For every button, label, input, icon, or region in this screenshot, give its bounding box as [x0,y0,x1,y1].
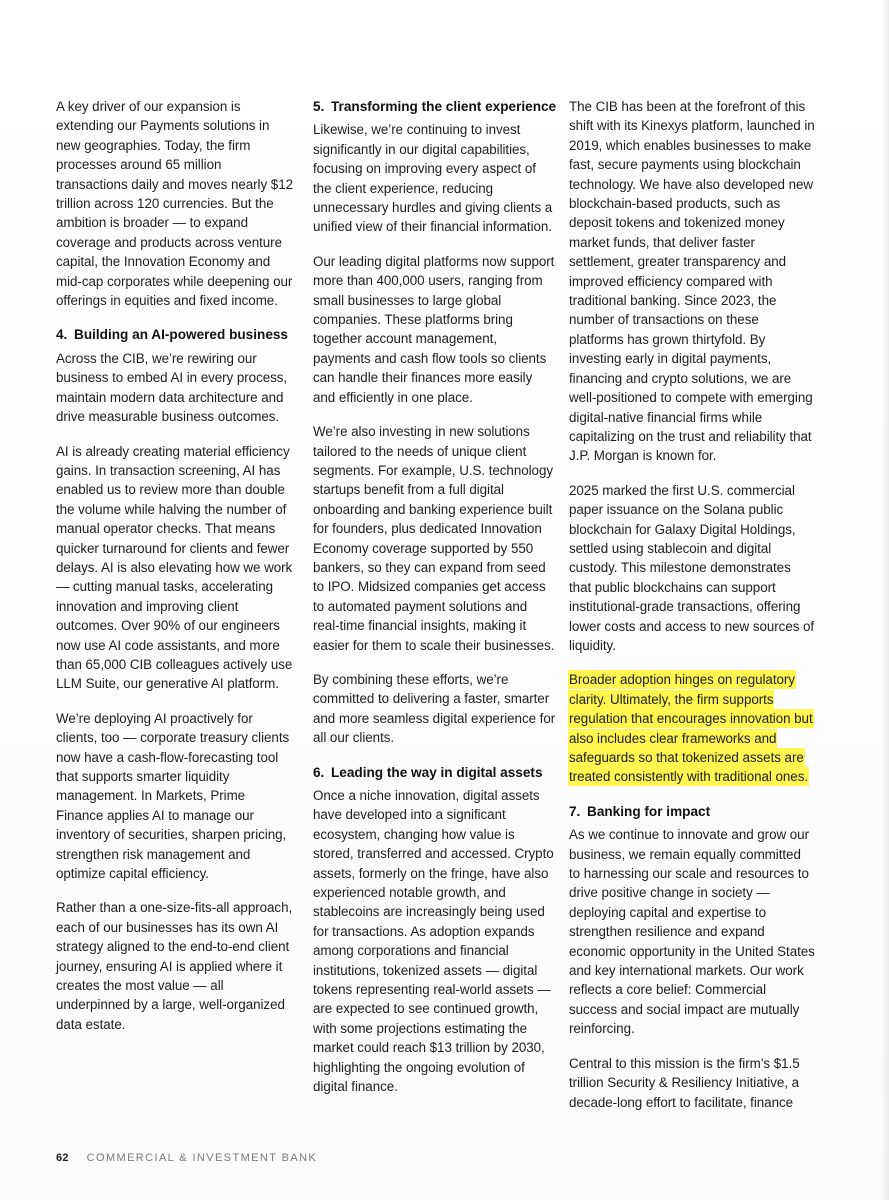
highlighted-text: Broader adoption hinges on regulatory clarity. Ultimately, the firm supports regulation that encourages innovation but also includes clear frameworks and safeguards so that tokenized assets are treated consistently with traditional ones. [569,672,813,785]
page-number: 62 [56,1152,69,1164]
paragraph-ai-for-clients: We’re deploying AI proactively for clients, too — corporate treasury clients now have a cash-flow-forecasting tool that supports smarter liquidity management. In Markets, Prime Finance applies AI to manage our inventory of securities, sharpen pricing, strengthen risk management and optimize capital efficiency. [56,710,290,882]
text-column-3 [569,97,815,1127]
section-heading-6 [313,763,557,782]
section-heading-7 [569,802,815,821]
paragraph-combining-efforts: By combining these efforts, we’re committed to delivering a faster, smarter and more seamless digital experience for all our clients. [313,671,556,746]
paragraph-security-resiliency: Central to this mission is the firm’s $1.5 trillion Security & Resiliency Initiative, a decade-long effort to facilitate, finance [569,1055,800,1110]
paragraph-kinexys: The CIB has been at the forefront of this shift with its Kinexys platform, launched in 2019, which enables businesses to make fast, secure payments using blockchain technology. We have also developed new blockchain-based products, such as deposit tokens and tokenized money market funds, that deliver faster settlement, greater transparency and improved efficiency compared with traditional banking. Since 2023, the number of transactions on these platforms has grown thirtyfold. By investing early in digital payments, financing and crypto solutions, we are well-positioned to compete with emerging digital-native financial firms while capitalizing on the trust and reliability that J.P. Morgan is known for. [569,99,815,464]
paragraph-ai-efficiency: AI is already creating material efficiency gains. In transaction screening, AI has enabled us to review more than double the volume while halving the number of manual operator checks. That means quicker turnaround for clients and fewer delays. AI is also elevating how we work — cutting manual tasks, accelerating innovation and improving client outcomes. Over 90% of our engineers now use AI code assistants, and more than 65,000 CIB colleagues actively use LLM Suite, our generative AI platform. [56,443,293,692]
footer-section-label: COMMERCIAL & INVESTMENT BANK [86,1152,318,1164]
text-column-2 [313,97,557,1112]
section-title-6: Leading the way in digital assets [331,764,543,780]
page-footer [56,1152,317,1164]
page-edge-shadow [881,0,889,1200]
text-column-1 [56,97,296,1049]
paragraph-client-segments: We’re also investing in new solutions tailored to the needs of unique client segments. For example, U.S. technology startups benefit from a full digital onboarding and banking experience built for founders, plus dedicated Innovation Economy coverage supported by 550 bankers, so they can expand from seed to IPO. Midsized companies get access to automated payment solutions and real-time financial insights, making it easier for them to scale their businesses. [313,424,555,653]
paragraph-solana-issuance: 2025 marked the first U.S. commercial paper issuance on the Solana public blockchain for Galaxy Digital Holdings, settled using stablecoin and digital custody. This milestone demonstrates that public blockchains can support institutional-grade transactions, offering lower costs and access to new sources of liquidity. [569,482,815,653]
section-title-7: Banking for impact [587,803,711,819]
paragraph-regulatory-clarity [569,670,815,786]
paragraph-banking-for-impact: As we continue to innovate and grow our business, we remain equally committed to harnessing our scale and resources to drive positive change in society — deploying capital and expertise to strengthen resilience and expand economic opportunity in the United States and key international markets. Our work reflects a core belief: Commercial success and social impact are mutually reinforcing. [569,827,815,1037]
section-number-5: 5. [313,99,325,114]
section-number-4: 4. [56,327,68,343]
section-heading-5 [313,97,557,116]
section-title-4: Building an AI-powered business [74,327,288,343]
section-heading-4 [56,325,296,344]
paragraph-rewiring-business: Across the CIB, we’re rewiring our business to embed AI in every process, maintain modern data architecture and drive measurable business outcomes. [56,350,288,425]
section-title-5: Transforming the client experience [331,99,557,114]
paragraph-ai-strategy: Rather than a one-size-fits-all approach, each of our businesses has its own AI strategy aligned to the end-to-end client journey, ensuring AI is applied where it creates the most value — all underpinned by a large, well-organized data estate. [56,900,293,1032]
paragraph-digital-assets: Once a niche innovation, digital assets have developed into a significant ecosystem, changing how value is stored, transferred and accessed. Crypto assets, formerly on the fringe, have also experienced notable growth, and stablecoins are increasingly being used for transactions. As adoption expands among corporations and financial institutions, tokenized assets — digital tokens representing real-world assets — are expected to see continued growth, with some projections estimating the market could reach $13 trillion by 2030, highlighting the ongoing evolution of digital finance. [313,788,554,1095]
section-number-6: 6. [313,764,325,780]
paragraph-payments-expansion: A key driver of our expansion is extending our Payments solutions in new geographies. Today, the firm processes around 65 million transactions daily and moves nearly $12 trillion across 120 currencies. But the ambition is broader — to expand coverage and products across venture capital, the Innovation Economy and mid-cap corporates while deepening our offerings in equities and fixed income. [56,99,293,309]
paragraph-digital-capabilities: Likewise, we’re continuing to invest significantly in our digital capabilities, focusing on improving every aspect of the client experience, reducing unnecessary hurdles and giving clients a unified view of their financial information. [313,122,553,235]
section-number-7: 7. [569,803,581,819]
paragraph-digital-platforms: Our leading digital platforms now support more than 400,000 users, ranging from small businesses to large global companies. These platforms bring together account management, payments and cash flow tools so clients can handle their finances more easily and efficiently in one place. [313,253,555,405]
